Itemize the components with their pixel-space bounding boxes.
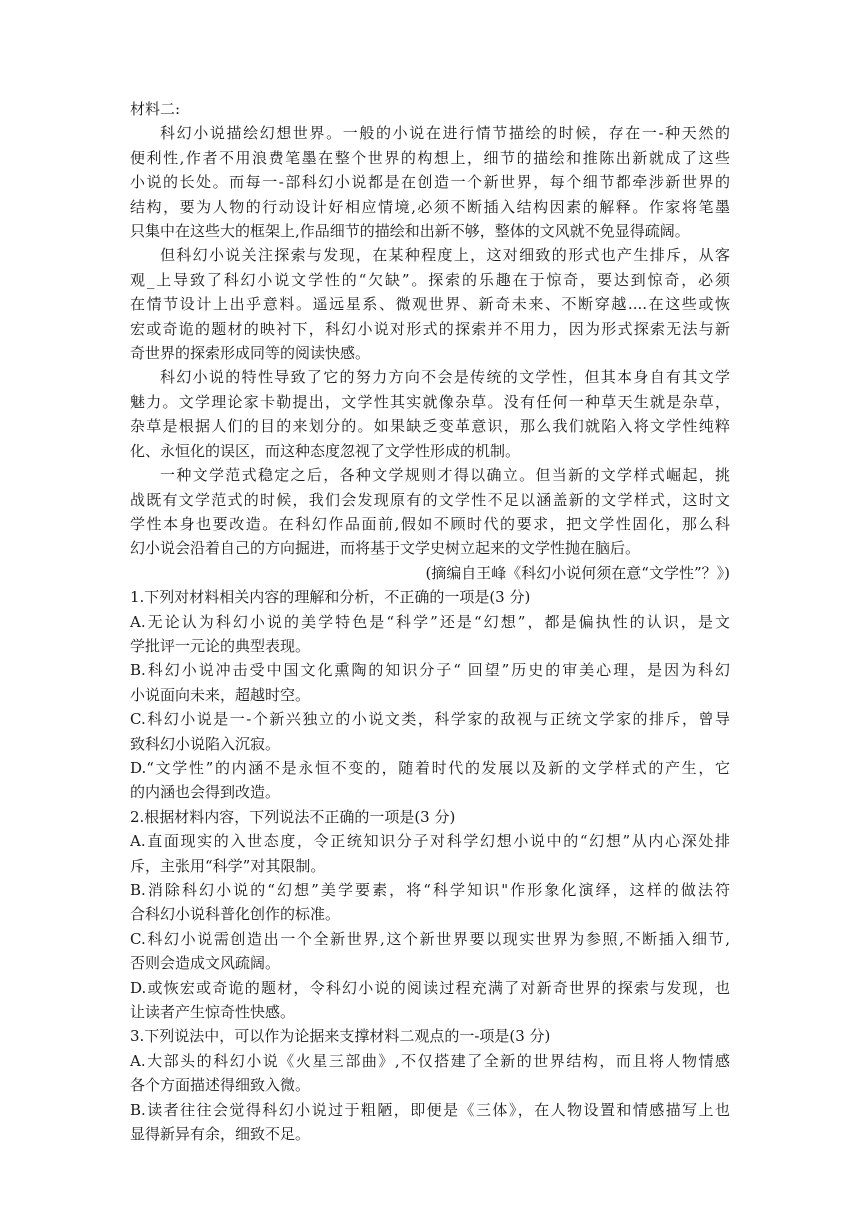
answer-option-line: A.无论认为科幻小说的美学特色是“科学”还是“幻想”，都是偏执性的认识，是文 (130, 612, 730, 631)
answer-option-line: 的内涵也会得到改造。 (130, 783, 281, 802)
answer-option (130, 1049, 730, 1098)
paragraph (130, 243, 730, 365)
answer-option (130, 829, 730, 878)
question-stem: 1.下列对材料相关内容的理解和分析，不正确的一项是(3 分) (130, 588, 531, 607)
answer-option-line: B.消除科幻小说的“幻想”美学要素，将“科学知识"作形象化演绎，这样的做法符 (130, 881, 730, 899)
answer-option (130, 878, 730, 927)
answer-option (130, 976, 730, 1025)
answer-option-line: 各个方面描述得细致入微。 (130, 1076, 311, 1095)
paragraph-line: 杂草是根据人们的目的来划分的。如果缺乏变革意识，那么我们就陷入将文学性纯粹 (130, 417, 730, 436)
answer-option-line: D.“文学性”的内涵不是永恒不变的，随着时代的发展以及新的文学样式的产生，它 (130, 758, 730, 777)
paragraph-line: 只集中在这些大的框架上,作品细节的描绘和出新不够，整体的文风就不免显得疏阔。 (130, 222, 690, 241)
answer-option (130, 707, 730, 756)
paragraph-line: 化、永恒化的误区，而这种态度忽视了文学性形成的机制。 (130, 441, 521, 460)
paragraph-line: 结构，要为人物的行动设计好相应情境,必须不断插入结构因素的解释。作家将笔墨 (130, 197, 730, 216)
question-stem: 2.根据材料内容，下列说法不正确的一项是(3 分) (130, 807, 456, 826)
answer-option-line: 否则会造成文风疏阔。 (130, 954, 281, 973)
answer-option-line: B.读者往往会觉得科幻小说过于粗陋，即便是《三体》，在人物设置和情感描写上也 (130, 1100, 730, 1119)
answer-option-line: A.直面现实的入世态度，令正统知识分子对科学幻想小说中的“幻想”从内心深处排 (130, 832, 730, 851)
answer-option-line: 小说面向未来，超越时空。 (130, 685, 311, 704)
paragraph-line: 但科幻小说关注探索与发现，在某种程度上，这对细致的形式也产生排斥，从客 (160, 246, 730, 265)
answer-option (130, 1098, 730, 1147)
answer-option-line: 学批评一元论的典型表现。 (130, 636, 311, 655)
answer-option-line: 让读者产生惊奇性快感。 (130, 1003, 296, 1022)
paragraph-line: 在情节设计上出乎意料。遥远星系、微观世界、新奇未来、不断穿越....在这些或恢 (130, 295, 730, 314)
answer-option (130, 756, 730, 805)
section-title: 材料二: (130, 100, 181, 118)
answer-option-line: 合科幻小说科普化创作的标准。 (130, 905, 341, 924)
paragraph-line: 魅力。文学理论家卡勒提出，文学性其实就像杂草。没有任何一种草天生就是杂草， (130, 392, 730, 411)
question (130, 585, 730, 805)
paragraph-line: 便利性,作者不用浪费笔墨在整个世界的构想上，细节的描绘和推陈出新就成了这些 (130, 148, 730, 167)
paragraph-line: 一种文学范式稳定之后，各种文学规则才得以确立。但当新的文学样式崛起，挑 (160, 466, 730, 485)
answer-option-line: B.科幻小说冲击受中国文化熏陶的知识分子“ 回望”历史的审美心理，是因为科幻 (130, 661, 730, 680)
paragraph-line: 宏或奇诡的题材的映衬下，科幻小说对形式的探索并不用力，因为形式探索无法与新 (130, 319, 730, 338)
answer-option-line: 斥，主张用“科学”对其限制。 (130, 856, 326, 875)
answer-option-line: 致科幻小说陷入沉寂。 (130, 734, 281, 753)
answer-option-line: C.科幻小说需创造出一个全新世界,这个新世界要以现实世界为参照,不断插入细节, (130, 929, 730, 948)
question-stem: 3.下列说法中，可以作为论据来支撑材料二观点的一-项是(3 分) (130, 1027, 551, 1046)
paragraph (130, 121, 730, 243)
answer-option (130, 927, 730, 976)
answer-option-line: C.科幻小说是一-个新兴独立的小说文类，科学家的敌视与正统文学家的排斥，曾导 (130, 710, 730, 729)
source-citation: (摘编自王峰《科幻小说何须在意“文学性”？》) (425, 563, 730, 582)
paragraph-line: 学性本身也要改造。在科幻作品面前,假如不顾时代的要求，把文学性固化，那么科 (130, 514, 730, 533)
question (130, 805, 730, 1025)
answer-option (130, 610, 730, 659)
questions-section (130, 585, 730, 1146)
answer-option-line: D.或恢宏或奇诡的题材，令科幻小说的阅读过程充满了对新奇世界的探索与发现，也 (130, 978, 730, 997)
paragraph (130, 365, 730, 463)
paragraph-line: 观_上导致了科幻小说文学性的“欠缺”。探索的乐趣在于惊奇，要达到惊奇，必须 (130, 270, 730, 289)
paragraph-line: 科幻小说的特性导致了它的努力方向不会是传统的文学性，但其本身自有其文学 (160, 368, 730, 387)
answer-option-line: 显得新异有余，细致不足。 (130, 1125, 311, 1144)
answer-option (130, 658, 730, 707)
question (130, 1024, 730, 1146)
article-body (130, 121, 730, 560)
answer-option-line: A.大部头的科幻小说《火星三部曲》,不仅搭建了全新的世界结构，而且将人物情感 (130, 1051, 730, 1070)
paragraph-line: 幻小说会沿着自己的方向掘进，而将基于文学史树立起来的文学性抛在脑后。 (130, 539, 641, 558)
paragraph (130, 463, 730, 561)
paragraph-line: 小说的长处。而每一-部科幻小说都是在创造一个新世界，每个细节都牵涉新世界的 (130, 173, 730, 192)
paragraph-line: 战既有文学范式的时候，我们会发现原有的文学性不足以涵盖新的文学样式，这时文 (130, 490, 730, 509)
paragraph-line: 奇世界的探索形成同等的阅读快感。 (130, 344, 371, 363)
paragraph-line: 科幻小说描绘幻想世界。一般的小说在进行情节描绘的时候，存在一-种天然的 (160, 124, 730, 143)
